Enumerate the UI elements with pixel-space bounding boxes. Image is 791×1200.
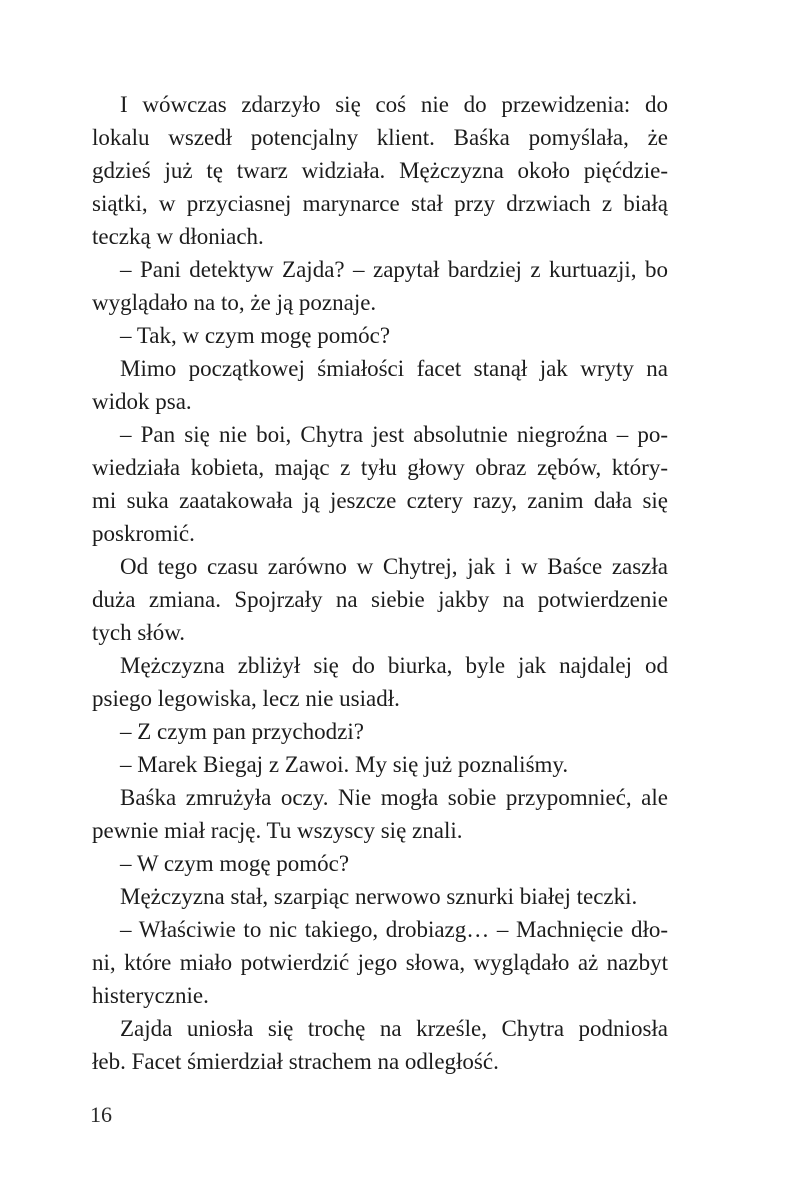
text-line: – Marek Biegaj z Zawoi. My się już poznaliśmy.: [120, 752, 569, 777]
text-line: – Z czym pan przychodzi?: [120, 719, 364, 744]
text-line: – Właściwie to nic takiego, drobiazg… – Machnięcie dło-: [120, 917, 668, 942]
text-line: Mimo początkowej śmiałości facet stanął jak wryty na: [120, 356, 668, 381]
paragraph: [92, 880, 668, 913]
text-line: – Pan się nie boi, Chytra jest absolutnie niegroźna – po-: [120, 422, 668, 447]
text-line: wiedziała kobieta, mając z tyłu głowy obraz zębów, który-: [92, 455, 668, 480]
text-line: histerycznie.: [92, 983, 209, 1008]
text-line: widok psa.: [92, 389, 192, 414]
paragraph: [92, 847, 668, 880]
text-line: pewnie miał rację. Tu wszyscy się znali.: [92, 818, 463, 843]
text-line: teczką w dłoniach.: [92, 224, 264, 249]
text-line: Zajda uniosła się trochę na krześle, Chytra podniosła: [120, 1016, 668, 1041]
paragraph: [92, 418, 668, 550]
text-line: wyglądało na to, że ją poznaje.: [92, 290, 377, 315]
text-line: tych słów.: [92, 620, 186, 645]
page-number: 16: [90, 1102, 112, 1127]
body-text: [92, 88, 668, 1078]
paragraph: [92, 1012, 668, 1078]
text-line: psiego legowiska, lecz nie usiadł.: [92, 686, 400, 711]
text-line: lokalu wszedł potencjalny klient. Baśka pomyślała, że: [92, 125, 668, 150]
text-line: Mężczyzna zbliżył się do biurka, byle jak najdalej od: [120, 653, 668, 678]
text-line: Mężczyzna stał, szarpiąc nerwowo sznurki białej teczki.: [120, 884, 638, 909]
text-line: duża zmiana. Spojrzały na siebie jakby na potwierdzenie: [92, 587, 668, 612]
paragraph: [92, 352, 668, 418]
text-line: – Tak, w czym mogę pomóc?: [120, 323, 391, 348]
paragraph: [92, 550, 668, 649]
paragraph: [92, 913, 668, 1012]
paragraph: [92, 88, 668, 253]
paragraph: [92, 319, 668, 352]
paragraph: [92, 781, 668, 847]
text-line: mi suka zaatakowała ją jeszcze cztery razy, zanim dała się: [92, 488, 668, 513]
paragraph: [92, 649, 668, 715]
paragraph: [92, 748, 668, 781]
text-line: I wówczas zdarzyło się coś nie do przewidzenia: do: [120, 92, 668, 117]
text-line: Baśka zmrużyła oczy. Nie mogła sobie przypomnieć, ale: [120, 785, 668, 810]
text-line: gdzieś już tę twarz widziała. Mężczyzna około pięćdzie-: [92, 158, 668, 183]
text-line: – W czym mogę pomóc?: [120, 851, 350, 876]
text-line: siątki, w przyciasnej marynarce stał przy drzwiach z białą: [92, 191, 668, 216]
text-line: Od tego czasu zarówno w Chytrej, jak i w Baśce zaszła: [120, 554, 668, 579]
text-line: ni, które miało potwierdzić jego słowa, wyglądało aż nazbyt: [92, 950, 668, 975]
text-line: poskromić.: [92, 521, 195, 546]
text-line: – Pani detektyw Zajda? – zapytał bardziej z kurtuazji, bo: [120, 257, 668, 282]
paragraph: [92, 253, 668, 319]
paragraph: [92, 715, 668, 748]
text-line: łeb. Facet śmierdział strachem na odległość.: [92, 1049, 499, 1074]
